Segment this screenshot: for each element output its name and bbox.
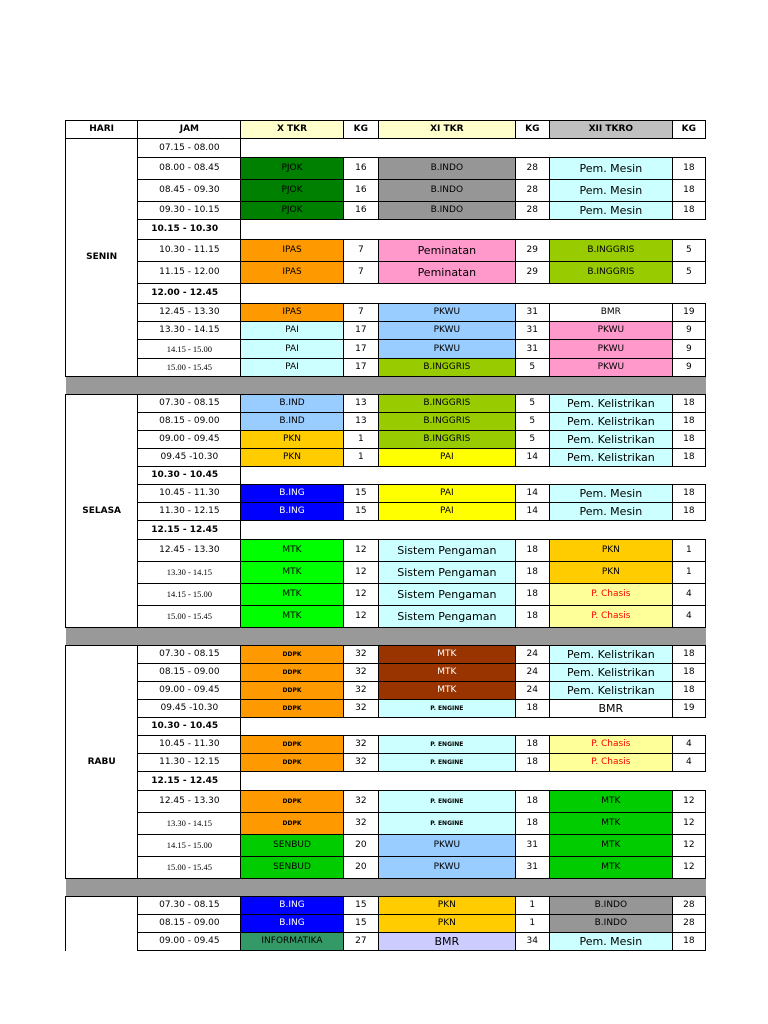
kg-cell: 12 — [343, 562, 379, 584]
subject-cell-xi-tkr: PAI — [379, 503, 515, 521]
subject-cell-x-tkr: PKN — [241, 449, 343, 467]
time-cell: 07.30 - 08.15 — [138, 646, 241, 664]
subject-cell-xi-tkr: PKWU — [379, 835, 515, 857]
day-separator — [66, 628, 706, 646]
subject-cell-x-tkr: IPAS — [241, 304, 343, 322]
subject-cell-x-tkr: DDPK — [241, 736, 343, 754]
separator-bar — [66, 879, 706, 897]
schedule-row — [66, 158, 706, 180]
kg-cell: 18 — [515, 813, 549, 835]
subject-cell-xii-tkro: Pem. Mesin — [549, 503, 672, 521]
subject-cell-xii-tkro: PKN — [549, 562, 672, 584]
subject-cell-xi-tkr: PAI — [379, 485, 515, 503]
subject-cell-xii-tkro: MTK — [549, 813, 672, 835]
break-fill — [241, 521, 706, 540]
separator-bar — [66, 628, 706, 646]
schedule-row — [66, 485, 706, 503]
time-cell: 07.30 - 08.15 — [138, 897, 241, 915]
schedule-row — [66, 736, 706, 754]
time-cell: 11.15 - 12.00 — [138, 262, 241, 284]
kg-cell: 18 — [515, 791, 549, 813]
time-cell: 08.00 - 08.45 — [138, 158, 241, 180]
kg-cell: 12 — [672, 835, 705, 857]
time-cell: 11.30 - 12.15 — [138, 754, 241, 772]
schedule-row — [66, 180, 706, 202]
kg-cell: 24 — [515, 682, 549, 700]
kg-cell: 18 — [515, 562, 549, 584]
break-row — [66, 521, 706, 540]
schedule-row — [66, 449, 706, 467]
subject-cell-x-tkr: INFORMATIKA — [241, 933, 343, 951]
header-row — [66, 121, 706, 139]
kg-cell: 32 — [343, 664, 379, 682]
break-fill — [241, 139, 706, 158]
kg-cell: 18 — [672, 395, 705, 413]
kg-cell: 14 — [515, 503, 549, 521]
subject-cell-x-tkr: B.IND — [241, 413, 343, 431]
schedule-row — [66, 915, 706, 933]
kg-cell: 12 — [672, 857, 705, 879]
kg-cell: 32 — [343, 791, 379, 813]
kg-cell: 18 — [672, 646, 705, 664]
kg-cell: 14 — [515, 485, 549, 503]
kg-cell: 18 — [672, 664, 705, 682]
subject-cell-xii-tkro: Pem. Mesin — [549, 202, 672, 220]
subject-cell-x-tkr: PAI — [241, 322, 343, 340]
subject-cell-x-tkr: B.ING — [241, 897, 343, 915]
subject-cell-xi-tkr: B.INGGRIS — [379, 413, 515, 431]
time-cell: 09.00 - 09.45 — [138, 431, 241, 449]
kg-cell: 18 — [515, 606, 549, 628]
kg-cell: 4 — [672, 584, 705, 606]
kg-cell: 9 — [672, 340, 705, 359]
kg-cell: 18 — [515, 700, 549, 718]
time-cell: 14.15 - 15.00 — [138, 835, 241, 857]
kg-cell: 18 — [672, 180, 705, 202]
kg-cell: 31 — [515, 835, 549, 857]
subject-cell-x-tkr: DDPK — [241, 791, 343, 813]
schedule-sheet — [65, 120, 706, 951]
subject-cell-x-tkr: PKN — [241, 431, 343, 449]
subject-cell-xi-tkr: PKWU — [379, 857, 515, 879]
break-row — [66, 284, 706, 304]
kg-cell: 19 — [672, 700, 705, 718]
kg-cell: 4 — [672, 606, 705, 628]
schedule-row — [66, 646, 706, 664]
kg-cell: 5 — [672, 262, 705, 284]
kg-cell: 18 — [515, 540, 549, 562]
break-fill — [241, 467, 706, 485]
time-cell: 14.15 - 15.00 — [138, 340, 241, 359]
kg-cell: 18 — [672, 431, 705, 449]
schedule-row — [66, 835, 706, 857]
kg-cell: 1 — [672, 562, 705, 584]
kg-cell: 18 — [672, 158, 705, 180]
kg-cell: 31 — [515, 340, 549, 359]
schedule-row — [66, 202, 706, 220]
schedule-row — [66, 664, 706, 682]
kg-cell: 18 — [672, 503, 705, 521]
subject-cell-xii-tkro: P. Chasis — [549, 606, 672, 628]
break-fill — [241, 772, 706, 791]
kg-cell: 17 — [343, 322, 379, 340]
time-cell: 15.00 - 15.45 — [138, 606, 241, 628]
kg-cell: 19 — [672, 304, 705, 322]
break-row — [66, 139, 706, 158]
kg-cell: 32 — [343, 646, 379, 664]
schedule-row — [66, 262, 706, 284]
subject-cell-xi-tkr: Peminatan — [379, 262, 515, 284]
subject-cell-xii-tkro: BMR — [549, 700, 672, 718]
subject-cell-xi-tkr: P. ENGINE — [379, 700, 515, 718]
subject-cell-xii-tkro: MTK — [549, 857, 672, 879]
kg-cell: 12 — [672, 813, 705, 835]
time-cell: 12.45 - 13.30 — [138, 304, 241, 322]
kg-cell: 31 — [515, 322, 549, 340]
subject-cell-x-tkr: B.ING — [241, 485, 343, 503]
kg-cell: 12 — [672, 791, 705, 813]
separator-bar — [66, 377, 706, 395]
day-separator — [66, 377, 706, 395]
time-cell: 08.15 - 09.00 — [138, 413, 241, 431]
subject-cell-xi-tkr: B.INDO — [379, 158, 515, 180]
subject-cell-xii-tkro: P. Chasis — [549, 736, 672, 754]
subject-cell-xi-tkr: Sistem Pengaman — [379, 562, 515, 584]
subject-cell-xi-tkr: P. ENGINE — [379, 754, 515, 772]
subject-cell-x-tkr: PJOK — [241, 202, 343, 220]
schedule-row — [66, 431, 706, 449]
kg-cell: 18 — [672, 933, 705, 951]
subject-cell-x-tkr: B.IND — [241, 395, 343, 413]
time-cell: 14.15 - 15.00 — [138, 584, 241, 606]
kg-cell: 13 — [343, 395, 379, 413]
kg-cell: 32 — [343, 736, 379, 754]
kg-cell: 28 — [515, 202, 549, 220]
subject-cell-xii-tkro: B.INGGRIS — [549, 240, 672, 262]
subject-cell-xi-tkr: Sistem Pengaman — [379, 606, 515, 628]
schedule-row — [66, 503, 706, 521]
kg-cell: 15 — [343, 503, 379, 521]
schedule-row — [66, 682, 706, 700]
header-cell: XII TKRO — [549, 121, 672, 139]
kg-cell: 15 — [343, 485, 379, 503]
kg-cell: 27 — [343, 933, 379, 951]
kg-cell: 1 — [515, 897, 549, 915]
subject-cell-xii-tkro: B.INGGRIS — [549, 262, 672, 284]
time-cell: 13.30 - 14.15 — [138, 562, 241, 584]
kg-cell: 28 — [515, 158, 549, 180]
kg-cell: 7 — [343, 304, 379, 322]
day-label: SELASA — [66, 395, 138, 628]
subject-cell-xii-tkro: Pem. Mesin — [549, 485, 672, 503]
subject-cell-xi-tkr: B.INGGRIS — [379, 359, 515, 377]
break-row — [66, 220, 706, 240]
kg-cell: 18 — [515, 754, 549, 772]
break-fill — [241, 220, 706, 240]
subject-cell-x-tkr: IPAS — [241, 240, 343, 262]
kg-cell: 32 — [343, 682, 379, 700]
day-label: RABU — [66, 646, 138, 879]
subject-cell-x-tkr: IPAS — [241, 262, 343, 284]
subject-cell-xii-tkro: PKN — [549, 540, 672, 562]
subject-cell-xii-tkro: MTK — [549, 791, 672, 813]
subject-cell-xi-tkr: MTK — [379, 664, 515, 682]
subject-cell-xi-tkr: PAI — [379, 449, 515, 467]
time-cell: 10.30 - 10.45 — [138, 467, 241, 485]
subject-cell-xii-tkro: Pem. Mesin — [549, 933, 672, 951]
kg-cell: 9 — [672, 359, 705, 377]
subject-cell-x-tkr: MTK — [241, 562, 343, 584]
header-cell: JAM — [138, 121, 241, 139]
schedule-row — [66, 540, 706, 562]
subject-cell-x-tkr: B.ING — [241, 503, 343, 521]
subject-cell-xi-tkr: PKWU — [379, 304, 515, 322]
subject-cell-xi-tkr: B.INDO — [379, 180, 515, 202]
schedule-row — [66, 700, 706, 718]
kg-cell: 5 — [515, 359, 549, 377]
kg-cell: 18 — [515, 584, 549, 606]
subject-cell-xii-tkro: PKWU — [549, 340, 672, 359]
subject-cell-x-tkr: SENBUD — [241, 857, 343, 879]
subject-cell-xi-tkr: P. ENGINE — [379, 813, 515, 835]
kg-cell: 18 — [672, 485, 705, 503]
header-cell: KG — [343, 121, 379, 139]
subject-cell-x-tkr: MTK — [241, 540, 343, 562]
time-cell: 12.15 - 12.45 — [138, 772, 241, 791]
header-cell: HARI — [66, 121, 138, 139]
kg-cell: 31 — [515, 304, 549, 322]
kg-cell: 32 — [343, 813, 379, 835]
subject-cell-xii-tkro: Pem. Kelistrikan — [549, 682, 672, 700]
break-row — [66, 718, 706, 736]
header-cell: X TKR — [241, 121, 343, 139]
kg-cell: 24 — [515, 664, 549, 682]
kg-cell: 32 — [343, 700, 379, 718]
kg-cell: 16 — [343, 180, 379, 202]
schedule-row — [66, 395, 706, 413]
kg-cell: 15 — [343, 915, 379, 933]
time-cell: 10.30 - 10.45 — [138, 718, 241, 736]
break-fill — [241, 284, 706, 304]
day-separator — [66, 879, 706, 897]
kg-cell: 28 — [515, 180, 549, 202]
kg-cell: 14 — [515, 449, 549, 467]
subject-cell-xii-tkro: BMR — [549, 304, 672, 322]
subject-cell-xii-tkro: Pem. Kelistrikan — [549, 646, 672, 664]
header-cell: XI TKR — [379, 121, 515, 139]
time-cell: 09.00 - 09.45 — [138, 933, 241, 951]
time-cell: 13.30 - 14.15 — [138, 813, 241, 835]
time-cell: 09.45 -10.30 — [138, 449, 241, 467]
kg-cell: 34 — [515, 933, 549, 951]
kg-cell: 4 — [672, 736, 705, 754]
kg-cell: 1 — [672, 540, 705, 562]
kg-cell: 16 — [343, 202, 379, 220]
subject-cell-x-tkr: DDPK — [241, 682, 343, 700]
schedule-row — [66, 584, 706, 606]
subject-cell-xi-tkr: MTK — [379, 646, 515, 664]
kg-cell: 28 — [672, 897, 705, 915]
schedule-row — [66, 413, 706, 431]
break-row — [66, 772, 706, 791]
kg-cell: 18 — [672, 413, 705, 431]
subject-cell-xii-tkro: Pem. Kelistrikan — [549, 431, 672, 449]
time-cell: 13.30 - 14.15 — [138, 322, 241, 340]
kg-cell: 5 — [515, 431, 549, 449]
kg-cell: 17 — [343, 359, 379, 377]
time-cell: 10.45 - 11.30 — [138, 485, 241, 503]
schedule-row — [66, 359, 706, 377]
subject-cell-xii-tkro: PKWU — [549, 359, 672, 377]
time-cell: 12.15 - 12.45 — [138, 521, 241, 540]
subject-cell-xii-tkro: Pem. Kelistrikan — [549, 664, 672, 682]
schedule-row — [66, 240, 706, 262]
subject-cell-xii-tkro: B.INDO — [549, 915, 672, 933]
subject-cell-xi-tkr: PKN — [379, 915, 515, 933]
time-cell: 09.30 - 10.15 — [138, 202, 241, 220]
subject-cell-xi-tkr: Sistem Pengaman — [379, 540, 515, 562]
schedule-row — [66, 322, 706, 340]
subject-cell-xi-tkr: B.INGGRIS — [379, 431, 515, 449]
subject-cell-x-tkr: MTK — [241, 584, 343, 606]
subject-cell-xii-tkro: Pem. Mesin — [549, 180, 672, 202]
subject-cell-x-tkr: MTK — [241, 606, 343, 628]
subject-cell-xi-tkr: BMR — [379, 933, 515, 951]
time-cell: 11.30 - 12.15 — [138, 503, 241, 521]
time-cell: 10.45 - 11.30 — [138, 736, 241, 754]
subject-cell-x-tkr: PJOK — [241, 158, 343, 180]
kg-cell: 18 — [672, 682, 705, 700]
subject-cell-xi-tkr: MTK — [379, 682, 515, 700]
subject-cell-xi-tkr: PKWU — [379, 340, 515, 359]
subject-cell-xi-tkr: PKWU — [379, 322, 515, 340]
time-cell: 10.15 - 10.30 — [138, 220, 241, 240]
schedule-row — [66, 857, 706, 879]
time-cell: 15.00 - 15.45 — [138, 359, 241, 377]
kg-cell: 20 — [343, 857, 379, 879]
kg-cell: 17 — [343, 340, 379, 359]
time-cell: 08.45 - 09.30 — [138, 180, 241, 202]
subject-cell-xii-tkro: P. Chasis — [549, 584, 672, 606]
time-cell: 10.30 - 11.15 — [138, 240, 241, 262]
time-cell: 07.30 - 08.15 — [138, 395, 241, 413]
kg-cell: 1 — [343, 449, 379, 467]
subject-cell-xi-tkr: PKN — [379, 897, 515, 915]
time-cell: 12.00 - 12.45 — [138, 284, 241, 304]
kg-cell: 29 — [515, 240, 549, 262]
subject-cell-xii-tkro: Pem. Kelistrikan — [549, 395, 672, 413]
kg-cell: 12 — [343, 540, 379, 562]
subject-cell-x-tkr: PJOK — [241, 180, 343, 202]
kg-cell: 31 — [515, 857, 549, 879]
kg-cell: 18 — [515, 736, 549, 754]
schedule-row — [66, 933, 706, 951]
schedule-row — [66, 562, 706, 584]
kg-cell: 24 — [515, 646, 549, 664]
time-cell: 15.00 - 15.45 — [138, 857, 241, 879]
subject-cell-xii-tkro: Pem. Kelistrikan — [549, 449, 672, 467]
kg-cell: 32 — [343, 754, 379, 772]
kg-cell: 28 — [672, 915, 705, 933]
subject-cell-xii-tkro: MTK — [549, 835, 672, 857]
kg-cell: 16 — [343, 158, 379, 180]
kg-cell: 18 — [672, 202, 705, 220]
time-cell: 09.45 -10.30 — [138, 700, 241, 718]
subject-cell-xii-tkro: B.INDO — [549, 897, 672, 915]
subject-cell-x-tkr: DDPK — [241, 754, 343, 772]
schedule-row — [66, 791, 706, 813]
kg-cell: 12 — [343, 606, 379, 628]
kg-cell: 13 — [343, 413, 379, 431]
kg-cell: 1 — [515, 915, 549, 933]
kg-cell: 20 — [343, 835, 379, 857]
kg-cell: 29 — [515, 262, 549, 284]
subject-cell-xii-tkro: Pem. Kelistrikan — [549, 413, 672, 431]
schedule-row — [66, 897, 706, 915]
kg-cell: 5 — [515, 395, 549, 413]
schedule-row — [66, 813, 706, 835]
day-label — [66, 897, 138, 951]
schedule-row — [66, 606, 706, 628]
subject-cell-xii-tkro: P. Chasis — [549, 754, 672, 772]
time-cell: 07.15 - 08.00 — [138, 139, 241, 158]
time-cell: 08.15 - 09.00 — [138, 664, 241, 682]
subject-cell-x-tkr: DDPK — [241, 664, 343, 682]
schedule-row — [66, 754, 706, 772]
kg-cell: 5 — [515, 413, 549, 431]
time-cell: 09.00 - 09.45 — [138, 682, 241, 700]
subject-cell-xi-tkr: Peminatan — [379, 240, 515, 262]
header-cell: KG — [672, 121, 705, 139]
subject-cell-xi-tkr: B.INGGRIS — [379, 395, 515, 413]
break-row — [66, 467, 706, 485]
kg-cell: 1 — [343, 431, 379, 449]
schedule-table — [65, 120, 706, 951]
time-cell: 12.45 - 13.30 — [138, 540, 241, 562]
subject-cell-xii-tkro: PKWU — [549, 322, 672, 340]
subject-cell-x-tkr: PAI — [241, 340, 343, 359]
kg-cell: 7 — [343, 240, 379, 262]
time-cell: 12.45 - 13.30 — [138, 791, 241, 813]
subject-cell-xii-tkro: Pem. Mesin — [549, 158, 672, 180]
schedule-row — [66, 340, 706, 359]
break-fill — [241, 718, 706, 736]
subject-cell-x-tkr: DDPK — [241, 700, 343, 718]
subject-cell-xi-tkr: Sistem Pengaman — [379, 584, 515, 606]
subject-cell-xi-tkr: P. ENGINE — [379, 736, 515, 754]
kg-cell: 4 — [672, 754, 705, 772]
kg-cell: 12 — [343, 584, 379, 606]
kg-cell: 18 — [672, 449, 705, 467]
subject-cell-x-tkr: SENBUD — [241, 835, 343, 857]
kg-cell: 9 — [672, 322, 705, 340]
schedule-row — [66, 304, 706, 322]
day-label: SENIN — [66, 139, 138, 377]
subject-cell-xi-tkr: P. ENGINE — [379, 791, 515, 813]
kg-cell: 15 — [343, 897, 379, 915]
subject-cell-x-tkr: B.ING — [241, 915, 343, 933]
header-cell: KG — [515, 121, 549, 139]
subject-cell-x-tkr: PAI — [241, 359, 343, 377]
kg-cell: 5 — [672, 240, 705, 262]
subject-cell-x-tkr: DDPK — [241, 813, 343, 835]
subject-cell-xi-tkr: B.INDO — [379, 202, 515, 220]
kg-cell: 7 — [343, 262, 379, 284]
subject-cell-x-tkr: DDPK — [241, 646, 343, 664]
time-cell: 08.15 - 09.00 — [138, 915, 241, 933]
